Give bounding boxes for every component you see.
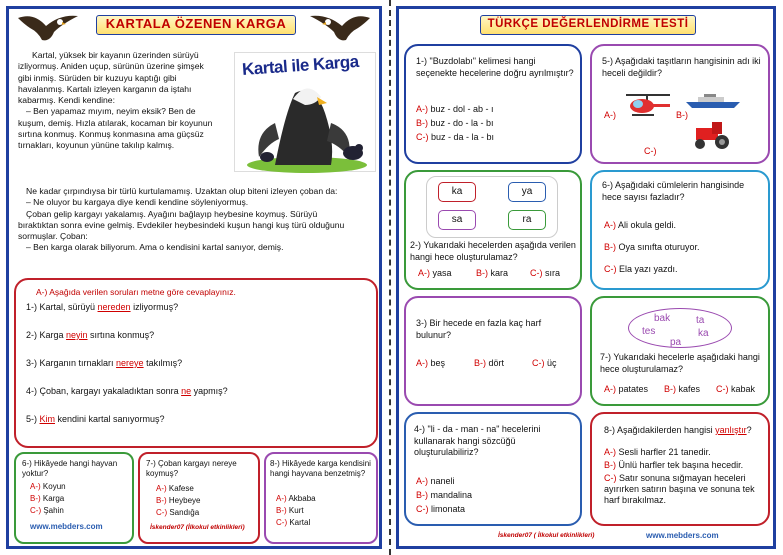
illustration-title: Kartal ile Karga bbox=[241, 51, 360, 80]
opt-text: buz - da - la - bı bbox=[431, 132, 495, 142]
mc6-option-a bbox=[30, 481, 66, 492]
syllable: pa bbox=[670, 337, 682, 348]
opt-letter: B-) bbox=[30, 494, 41, 503]
q-text: 2-) Karga bbox=[26, 330, 67, 340]
opt-letter: A-) bbox=[30, 482, 41, 491]
helicopter-icon bbox=[622, 92, 674, 118]
q-text: 8-) Aşağıdakilerden hangisi bbox=[604, 425, 716, 435]
t5-question: 5-) Aşağıdaki taşıtların hangisinin adı iki heceli değildir? bbox=[602, 56, 761, 78]
q-text: kendini kartal sanıyormuş? bbox=[55, 414, 165, 424]
t4-question: 4-) "li - da - man - na" hecelerini kullanarak hangi sözcüğü oluşturulabiliriz? bbox=[414, 424, 541, 457]
signature-right: İskender07 ( İlkokul etkinlikleri) bbox=[498, 532, 595, 539]
opt-letter: A-) bbox=[276, 494, 287, 503]
t1-question: 1-) "Buzdolabı" kelimesi hangi seçenekte hecelerine doğru ayrılmıştır? bbox=[416, 56, 574, 78]
t6-option-a bbox=[604, 220, 676, 231]
t8-question bbox=[604, 425, 766, 437]
opt-letter: B-) bbox=[416, 118, 428, 128]
opt-letter: A-) bbox=[416, 358, 428, 368]
question-1 bbox=[26, 302, 178, 314]
opt-text: buz - dol - ab - ı bbox=[430, 104, 494, 114]
t5-label-b: B-) bbox=[676, 110, 688, 120]
opt-text: üç bbox=[547, 358, 557, 368]
story-line: – Ben yapamaz mıyım, neyim eksik? Ben de bbox=[26, 106, 196, 117]
syllable: ta bbox=[696, 315, 705, 326]
opt-text: dört bbox=[488, 358, 505, 368]
opt-letter: B-) bbox=[474, 358, 486, 368]
opt-letter: B-) bbox=[604, 460, 616, 470]
opt-text: Oya sınıfta oturuyor. bbox=[618, 242, 700, 252]
q-keyword: yanlıştır bbox=[715, 425, 747, 435]
eagle-icon bbox=[16, 12, 80, 46]
opt-letter: C-) bbox=[416, 504, 429, 514]
q-text: yapmış? bbox=[191, 386, 228, 396]
q-text: 5-) bbox=[26, 414, 40, 424]
t6-option-b bbox=[604, 242, 700, 253]
opt-letter: C-) bbox=[532, 358, 545, 368]
q-keyword: nereden bbox=[97, 302, 131, 312]
t2-question: 2-) Yukarıdaki hecelerden aşağıda verilen hangi hece oluşturulamaz? bbox=[410, 240, 576, 262]
opt-letter: B-) bbox=[604, 242, 616, 252]
opt-letter: B-) bbox=[416, 490, 428, 500]
t8-option-a bbox=[604, 447, 766, 458]
opt-text: kafes bbox=[678, 384, 701, 394]
story-line: Çoban gelip kargayı yakalamış. Ayağını bağlayıp heybesine koymuş. Sürüyü bbox=[26, 208, 318, 219]
opt-letter: A-) bbox=[156, 484, 167, 493]
t5-label-c: C-) bbox=[644, 146, 657, 156]
t3-question: 3-) Bir hecede en fazla kaç harf bulunur? bbox=[416, 318, 542, 340]
opt-text: Şahin bbox=[43, 506, 64, 515]
opt-text: beş bbox=[430, 358, 446, 368]
t2-option-b bbox=[476, 268, 508, 279]
syllable-card: ra bbox=[508, 210, 546, 230]
opt-text: Ali okula geldi. bbox=[618, 220, 677, 230]
opt-text: sıra bbox=[545, 268, 561, 278]
mc7-option-b bbox=[156, 495, 200, 506]
story-line: havalanmış. Kartalı izleyen karganın da iştahı bbox=[18, 83, 192, 94]
opt-text: Heybeye bbox=[168, 496, 201, 505]
story-line: – Ne oluyor bu kargaya diye kendi kendine söyleniyormuş. bbox=[26, 197, 249, 208]
opt-letter: B-) bbox=[156, 496, 167, 505]
question-3 bbox=[26, 358, 182, 370]
tractor-icon bbox=[688, 120, 732, 150]
q-text: sırtına konmuş? bbox=[87, 330, 155, 340]
opt-text: mandalina bbox=[430, 490, 473, 500]
t1-option-c bbox=[416, 132, 494, 143]
syllable-card: ya bbox=[508, 182, 546, 202]
mc8-option-c bbox=[276, 517, 310, 528]
opt-letter: C-) bbox=[276, 518, 288, 527]
mc8-option-a bbox=[276, 493, 316, 504]
t7-option-c bbox=[716, 384, 755, 395]
opt-text: Kartal bbox=[289, 518, 311, 527]
opt-text: yasa bbox=[432, 268, 452, 278]
q-keyword: nereye bbox=[116, 358, 144, 368]
left-page-title: KARTALA ÖZENEN KARGA bbox=[96, 15, 296, 35]
t3-option-c bbox=[532, 358, 557, 369]
opt-text: Ela yazı yazdı. bbox=[619, 264, 678, 274]
opt-letter: C-) bbox=[416, 132, 429, 142]
story-line: izliyormuş. Aniden uçup, sürünün üzerine şimşek bbox=[18, 61, 204, 72]
story-part-1 bbox=[18, 50, 234, 152]
story-line: – Ben karga olarak biliyorum. Ama o kendisini kartal sanıyor, demiş. bbox=[26, 242, 284, 253]
opt-letter: B-) bbox=[476, 268, 488, 278]
question-5 bbox=[26, 414, 165, 426]
t7-question: 7-) Yukarıdaki hecelerle aşağıdaki hangi hece oluşturulamaz? bbox=[600, 352, 760, 374]
opt-letter: A-) bbox=[604, 220, 616, 230]
q-keyword: neyin bbox=[66, 330, 88, 340]
opt-letter: A-) bbox=[416, 104, 428, 114]
opt-text: Sesli harfler 21 tanedir. bbox=[618, 447, 711, 457]
opt-text: naneli bbox=[430, 476, 455, 486]
q-keyword: Kim bbox=[39, 414, 55, 424]
story-line: Ne kadar çırpındıysa bir türlü kurtulamamış. Uzaktan olup biteni izleyen çoban da: bbox=[26, 186, 338, 196]
mc7-option-a bbox=[156, 483, 194, 494]
opt-text: Ünlü harfler tek başına hecedir. bbox=[618, 460, 744, 470]
opt-text: Satır sonuna sığmayan heceleri ayırırken satırın başına ve sonuna tek harf bırakılmaz. bbox=[604, 473, 755, 505]
opt-text: Kurt bbox=[288, 506, 304, 515]
opt-letter: A-) bbox=[418, 268, 430, 278]
syllable-card: ka bbox=[438, 182, 476, 202]
q-keyword: ne bbox=[181, 386, 192, 396]
opt-text: Kafese bbox=[168, 484, 194, 493]
test-box-3 bbox=[404, 296, 582, 406]
story-line: kuşum, demiş. Hızla atılarak, kocaman bir koyunun bbox=[18, 117, 213, 128]
t8-option-b bbox=[604, 460, 766, 471]
opt-text: Akbaba bbox=[288, 494, 316, 503]
t1-option-a bbox=[416, 104, 494, 115]
story-line: gibi inmiş. Sürüden bir kuzuyu kaptığı gibi bbox=[18, 72, 177, 83]
t4-option-c bbox=[416, 504, 465, 515]
signature-left: İskender07 (İlkokul etkinlikleri) bbox=[150, 524, 245, 531]
story-line: Kartal, yüksek bir kayanın üzerinden sürüyü bbox=[32, 50, 199, 60]
syllable: tes bbox=[642, 326, 656, 337]
t1-option-b bbox=[416, 118, 494, 129]
question-2 bbox=[26, 330, 154, 342]
opt-text: patates bbox=[618, 384, 649, 394]
q-text: 4-) Çoban, kargayı yakaladıktan sonra bbox=[26, 386, 182, 396]
story-line: sırtına konmuş. Konmuş konmasına ama güçsüz bbox=[18, 129, 204, 140]
mc8-question: 8-) Hikâyede karga kendisini hangi hayvana benzetmiş? bbox=[270, 459, 371, 478]
t2-option-c bbox=[530, 268, 560, 279]
syllable: bak bbox=[654, 313, 671, 324]
opt-letter: C-) bbox=[604, 473, 617, 483]
mc6-option-c bbox=[30, 505, 64, 516]
opt-letter: C-) bbox=[156, 508, 168, 517]
t2-option-a bbox=[418, 268, 452, 279]
t7-option-a bbox=[604, 384, 648, 395]
story-part-2 bbox=[18, 186, 378, 254]
q-text: takılmış? bbox=[143, 358, 183, 368]
q-text: ? bbox=[746, 425, 752, 435]
opt-letter: C-) bbox=[530, 268, 543, 278]
opt-letter: A-) bbox=[604, 384, 616, 394]
opt-letter: A-) bbox=[604, 447, 616, 457]
opt-letter: B-) bbox=[664, 384, 676, 394]
ship-icon bbox=[684, 92, 742, 110]
site-link-right[interactable]: www.mebders.com bbox=[646, 531, 719, 540]
t4-option-b bbox=[416, 490, 472, 501]
t6-question: 6-) Aşağıdaki cümlelerin hangisinde hece sayısı fazladır? bbox=[602, 180, 745, 202]
opt-text: Koyun bbox=[42, 482, 66, 491]
opt-text: Karga bbox=[42, 494, 65, 503]
site-link-left[interactable]: www.mebders.com bbox=[30, 522, 103, 531]
story-line: bıraktıktan sonra evine gelmiş. Evdekiler heybesindeki kuşun hangi kuş türü olduğunu bbox=[18, 219, 345, 230]
section-a-heading: A-) Aşağıda verilen soruları metne göre cevaplayınız. bbox=[36, 287, 236, 297]
mc6-question: 6-) Hikâyede hangi hayvan yoktur? bbox=[22, 459, 118, 478]
opt-letter: C-) bbox=[604, 264, 617, 274]
story-line: tırnakları, koyunun yününe takılıp kalmış. bbox=[18, 140, 175, 151]
syllable-card: sa bbox=[438, 210, 476, 230]
mc6-option-b bbox=[30, 493, 64, 504]
eagle-icon-right bbox=[308, 12, 372, 46]
syllable: ka bbox=[698, 328, 709, 339]
q-text: 1-) Kartal, sürüyü bbox=[26, 302, 98, 312]
t3-option-b bbox=[474, 358, 504, 369]
opt-text: buz - do - la - bı bbox=[430, 118, 494, 128]
t3-option-a bbox=[416, 358, 445, 369]
q-text: 3-) Karganın tırnakları bbox=[26, 358, 117, 368]
t5-label-a: A-) bbox=[604, 110, 616, 120]
opt-letter: A-) bbox=[416, 476, 428, 486]
t8-option-c bbox=[604, 473, 766, 506]
opt-letter: C-) bbox=[716, 384, 729, 394]
mc7-question: 7-) Çoban kargayı nereye koymuş? bbox=[146, 459, 237, 478]
question-4 bbox=[26, 386, 228, 398]
t6-option-c bbox=[604, 264, 678, 275]
t4-option-a bbox=[416, 476, 455, 487]
opt-text: kara bbox=[490, 268, 509, 278]
q-text: izliyormuş? bbox=[130, 302, 179, 312]
opt-text: Sandığa bbox=[169, 508, 200, 517]
opt-text: limonata bbox=[431, 504, 466, 514]
opt-letter: C-) bbox=[30, 506, 42, 515]
right-page-title: TÜRKÇE DEĞERLENDİRME TESTİ bbox=[480, 15, 696, 35]
page-divider bbox=[389, 0, 391, 555]
opt-text: kabak bbox=[731, 384, 756, 394]
mc8-option-b bbox=[276, 505, 304, 516]
t7-option-b bbox=[664, 384, 700, 395]
story-line: sormuşlar. Çoban: bbox=[18, 231, 88, 242]
opt-letter: B-) bbox=[276, 506, 287, 515]
mc7-option-c bbox=[156, 507, 199, 518]
story-line: kabarmış. Kendi kendine: bbox=[18, 95, 115, 106]
